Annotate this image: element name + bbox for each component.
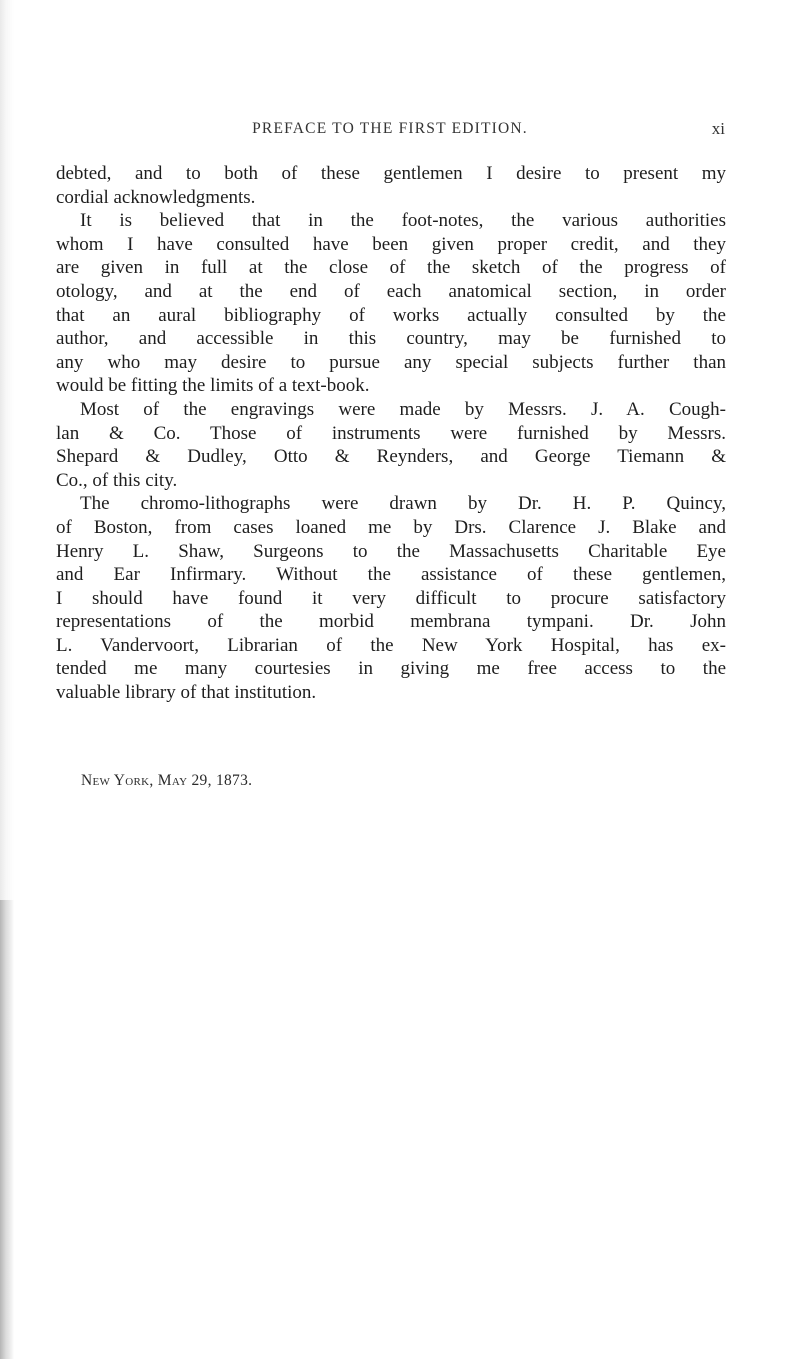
running-title: PREFACE TO THE FIRST EDITION. [252,120,528,137]
text-line: valuable library of that institution. [56,682,317,704]
text-line: Co., of this city. [56,469,178,491]
text-line: author, and accessible in this country, may be furnished to [56,328,726,350]
text-line: whom I have consulted have been given proper credit, and they [56,233,726,255]
text-line: debted, and to both of these gentlemen I desire to present my [56,163,726,184]
text-line: The chromo-lithographs were drawn by Dr. H. P. Quincy, [80,493,726,515]
text-line: and Ear Infirmary. Without the assistance of these gentlemen, [56,564,726,586]
text-line: tended me many courtesies in giving me free access to the [56,658,726,680]
text-line: Shepard & Dudley, Otto & Reynders, and George Tiemann & [56,446,726,468]
text-line: Most of the engravings were made by Messrs. J. A. Cough- [80,398,726,420]
text-line: representations of the morbid membrana tympani. Dr. John [56,611,726,633]
text-line: I should have found it very difficult to procure satisfactory [56,587,726,609]
page-number: xi [711,119,725,138]
text-line: otology, and at the end of each anatomical section, in order [56,280,726,302]
page-gutter-shadow [0,900,14,1359]
text-line: of Boston, from cases loaned me by Drs. Clarence J. Blake and [56,516,726,538]
text-line: Henry L. Shaw, Surgeons to the Massachusetts Charitable Eye [56,540,726,562]
text-line: cordial acknowledgments. [56,186,256,208]
running-head [55,120,725,144]
text-line: any who may desire to pursue any special subjects further than [56,351,726,373]
text-line: that an aural bibliography of works actually consulted by the [56,304,726,326]
place-date-signature: New York, May 29, 1873. [81,772,253,789]
text-line: L. Vandervoort, Librarian of the New York Hospital, has ex- [56,634,726,656]
text-line: would be fitting the limits of a text-book. [56,375,370,397]
text-line: are given in full at the close of the sketch of the progress of [56,257,726,279]
text-line: lan & Co. Those of instruments were furnished by Messrs. [56,422,726,444]
preface-text [56,162,726,705]
text-line: It is believed that in the foot-notes, the various authorities [80,210,726,232]
